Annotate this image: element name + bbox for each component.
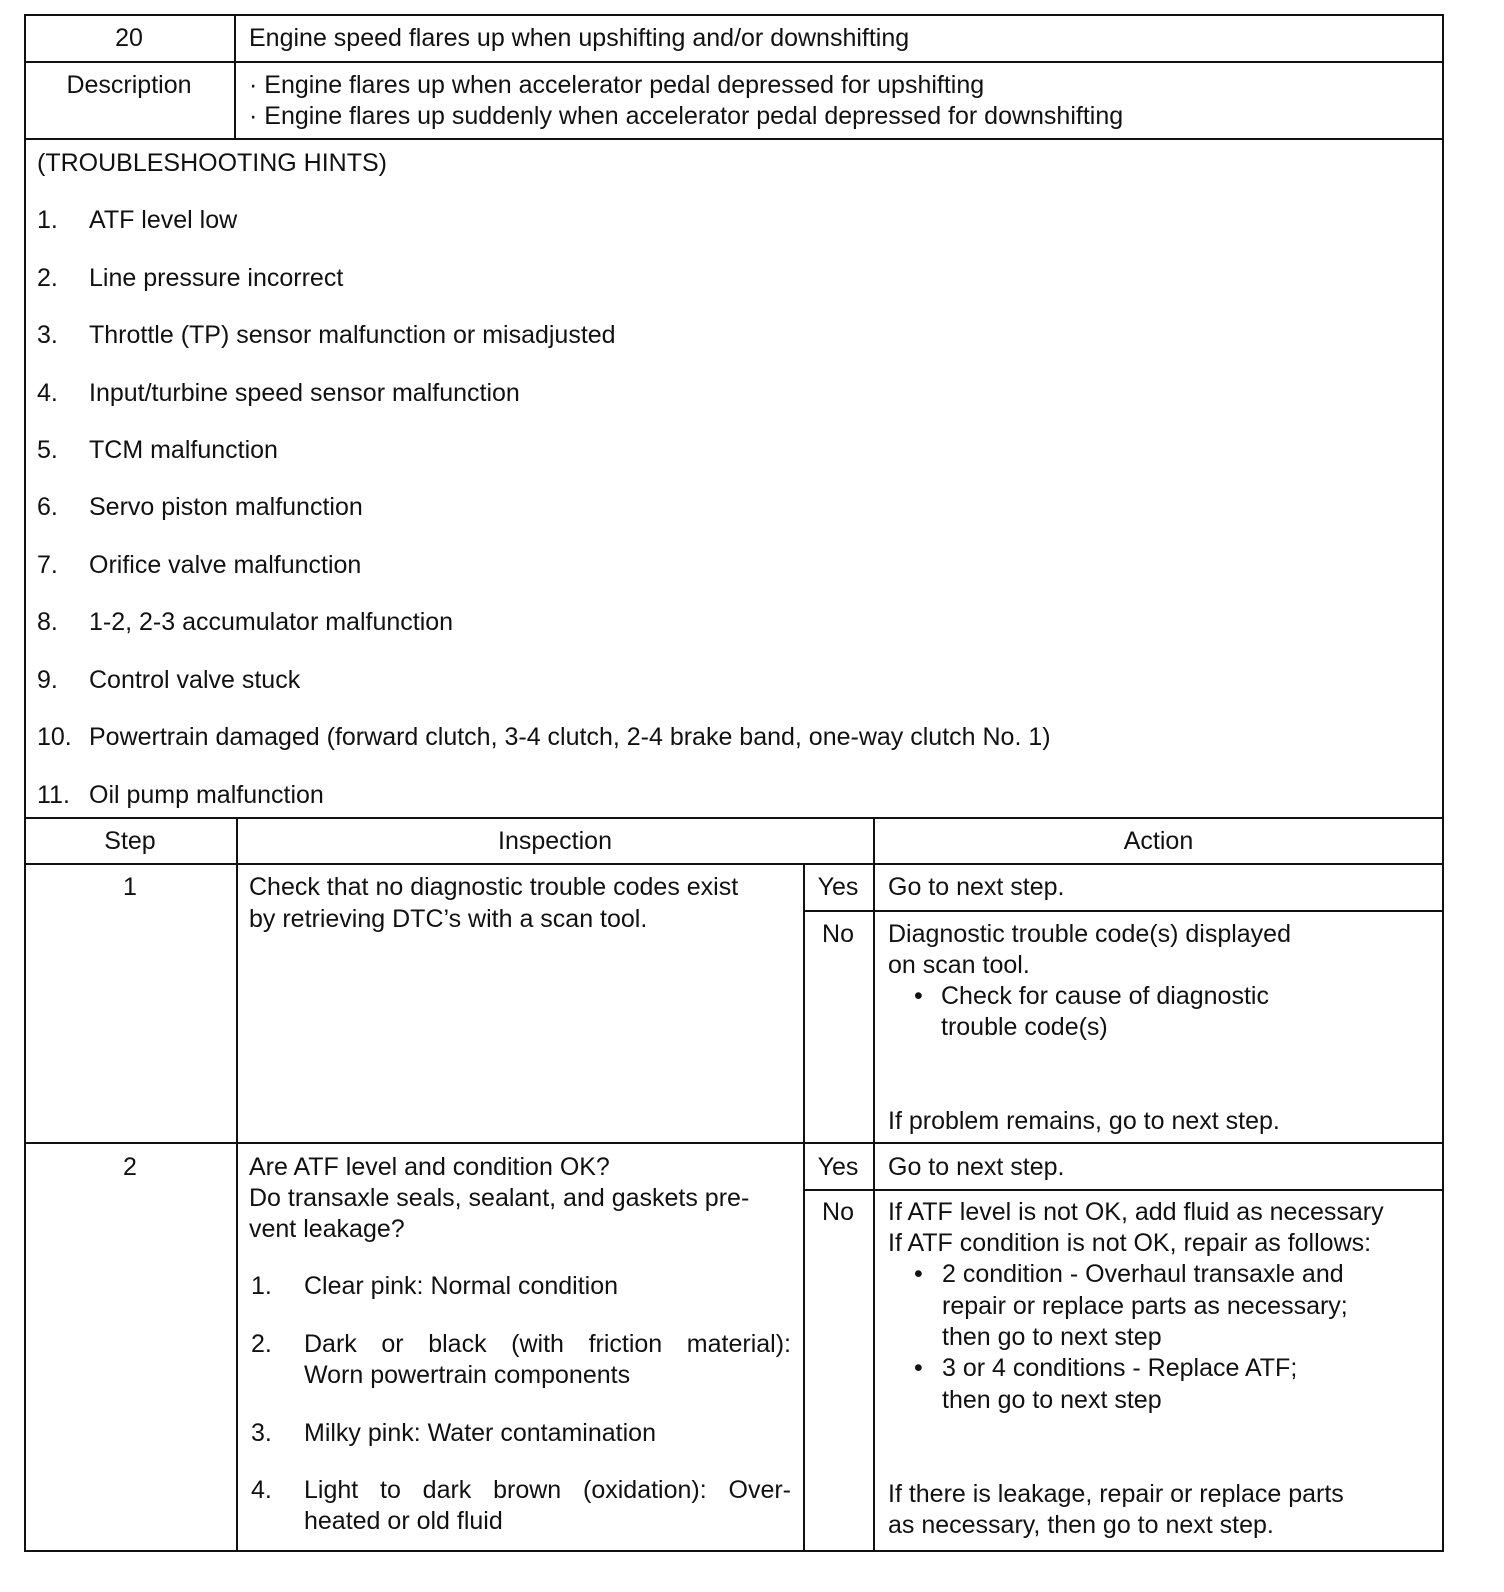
rule-step1-yesno xyxy=(803,910,1444,912)
no-action-footer: as necessary, then go to next step. xyxy=(888,1511,1274,1539)
hint-text: Servo piston malfunction xyxy=(89,493,363,521)
hint-number: 8. xyxy=(37,608,58,636)
rule-header-1 xyxy=(24,61,1444,63)
column-header-action: Action xyxy=(1123,827,1194,855)
condition-number: 1. xyxy=(251,1272,272,1300)
no-action-bullet-text: trouble code(s) xyxy=(941,1013,1108,1041)
no-action-bullet-text: then go to next step xyxy=(942,1323,1162,1351)
problem-title: Engine speed flares up when upshifting and/or downshifting xyxy=(249,24,910,52)
hint-number: 9. xyxy=(37,666,58,694)
description-line: · Engine flares up suddenly when accelerator pedal depressed for downshifting xyxy=(249,102,1124,130)
no-action-footer: If there is leakage, repair or replace parts xyxy=(888,1480,1344,1508)
no-label: No xyxy=(822,920,854,948)
condition-text: Light to dark brown (oxidation): Over- xyxy=(304,1476,791,1504)
problem-number: 20 xyxy=(115,24,143,52)
description-line: · Engine flares up when accelerator pedal depressed for upshifting xyxy=(249,71,985,99)
bullet-icon: • xyxy=(914,982,923,1010)
description-label: Description xyxy=(66,71,192,99)
hint-number: 6. xyxy=(37,493,58,521)
yes-action: Go to next step. xyxy=(888,873,1065,901)
no-action-text: on scan tool. xyxy=(888,951,1030,979)
rule-header-2 xyxy=(24,138,1444,140)
rule-col-step xyxy=(236,817,238,1552)
hint-text: Oil pump malfunction xyxy=(89,781,324,809)
hint-number: 7. xyxy=(37,551,58,579)
column-header-step: Step xyxy=(104,827,156,855)
inspection-text: by retrieving DTC’s with a scan tool. xyxy=(249,905,648,933)
hint-text: Throttle (TP) sensor malfunction or misadjusted xyxy=(89,321,616,349)
yes-action: Go to next step. xyxy=(888,1153,1065,1181)
condition-number: 3. xyxy=(251,1419,272,1447)
step-number: 1 xyxy=(123,873,137,901)
yes-label: Yes xyxy=(817,1153,859,1181)
no-action-text: Diagnostic trouble code(s) displayed xyxy=(888,920,1291,948)
hint-text: Input/turbine speed sensor malfunction xyxy=(89,379,520,407)
condition-text: Milky pink: Water contamination xyxy=(304,1419,656,1447)
inspection-text: vent leakage? xyxy=(249,1215,405,1243)
column-header-inspection: Inspection xyxy=(498,827,612,855)
hint-number: 1. xyxy=(37,206,58,234)
condition-text: heated or old fluid xyxy=(304,1507,503,1535)
bullet-icon: • xyxy=(914,1260,923,1288)
no-action-bullet-text: Check for cause of diagnostic xyxy=(941,982,1269,1010)
hint-text: 1-2, 2-3 accumulator malfunction xyxy=(89,608,454,636)
inspection-text: Are ATF level and condition OK? xyxy=(249,1153,610,1181)
no-label: No xyxy=(822,1198,854,1226)
hint-text: Powertrain damaged (forward clutch, 3-4 clutch, 2-4 brake band, one-way clutch No. 1) xyxy=(89,723,1051,751)
condition-text: Dark or black (with friction material): xyxy=(304,1330,791,1358)
hint-number: 10. xyxy=(37,723,72,751)
rule-step-divider xyxy=(24,1142,1444,1144)
no-action-bullet-text: repair or replace parts as necessary; xyxy=(942,1292,1348,1320)
step-number: 2 xyxy=(123,1153,137,1181)
bullet-icon: • xyxy=(914,1354,923,1382)
rule-col-action xyxy=(873,817,875,1552)
yes-label: Yes xyxy=(817,873,859,901)
no-action-footer: If problem remains, go to next step. xyxy=(888,1107,1280,1135)
condition-number: 2. xyxy=(251,1330,272,1358)
hints-heading: (TROUBLESHOOTING HINTS) xyxy=(37,149,388,177)
hint-number: 2. xyxy=(37,264,58,292)
no-action-bullet-text: 3 or 4 conditions - Replace ATF; xyxy=(942,1354,1298,1382)
rule-step2-yesno xyxy=(803,1189,1444,1191)
hint-number: 3. xyxy=(37,321,58,349)
inspection-text: Do transaxle seals, sealant, and gaskets pre- xyxy=(249,1184,750,1212)
condition-number: 4. xyxy=(251,1476,272,1504)
condition-text: Clear pink: Normal condition xyxy=(304,1272,619,1300)
no-action-bullet-text: then go to next step xyxy=(942,1386,1162,1414)
hint-number: 4. xyxy=(37,379,58,407)
hint-text: Orifice valve malfunction xyxy=(89,551,362,579)
hint-text: ATF level low xyxy=(89,206,238,234)
hint-number: 5. xyxy=(37,436,58,464)
rule-header-col xyxy=(234,14,236,139)
hint-text: Line pressure incorrect xyxy=(89,264,344,292)
hint-text: TCM malfunction xyxy=(89,436,278,464)
no-action-bullet-text: 2 condition - Overhaul transaxle and xyxy=(942,1260,1344,1288)
no-action-text: If ATF level is not OK, add fluid as necessary xyxy=(888,1198,1384,1226)
condition-text: Worn powertrain components xyxy=(304,1361,631,1389)
hint-number: 11. xyxy=(37,781,70,809)
hint-text: Control valve stuck xyxy=(89,666,301,694)
inspection-text: Check that no diagnostic trouble codes exist xyxy=(249,873,739,901)
no-action-text: If ATF condition is not OK, repair as follows: xyxy=(888,1229,1372,1257)
